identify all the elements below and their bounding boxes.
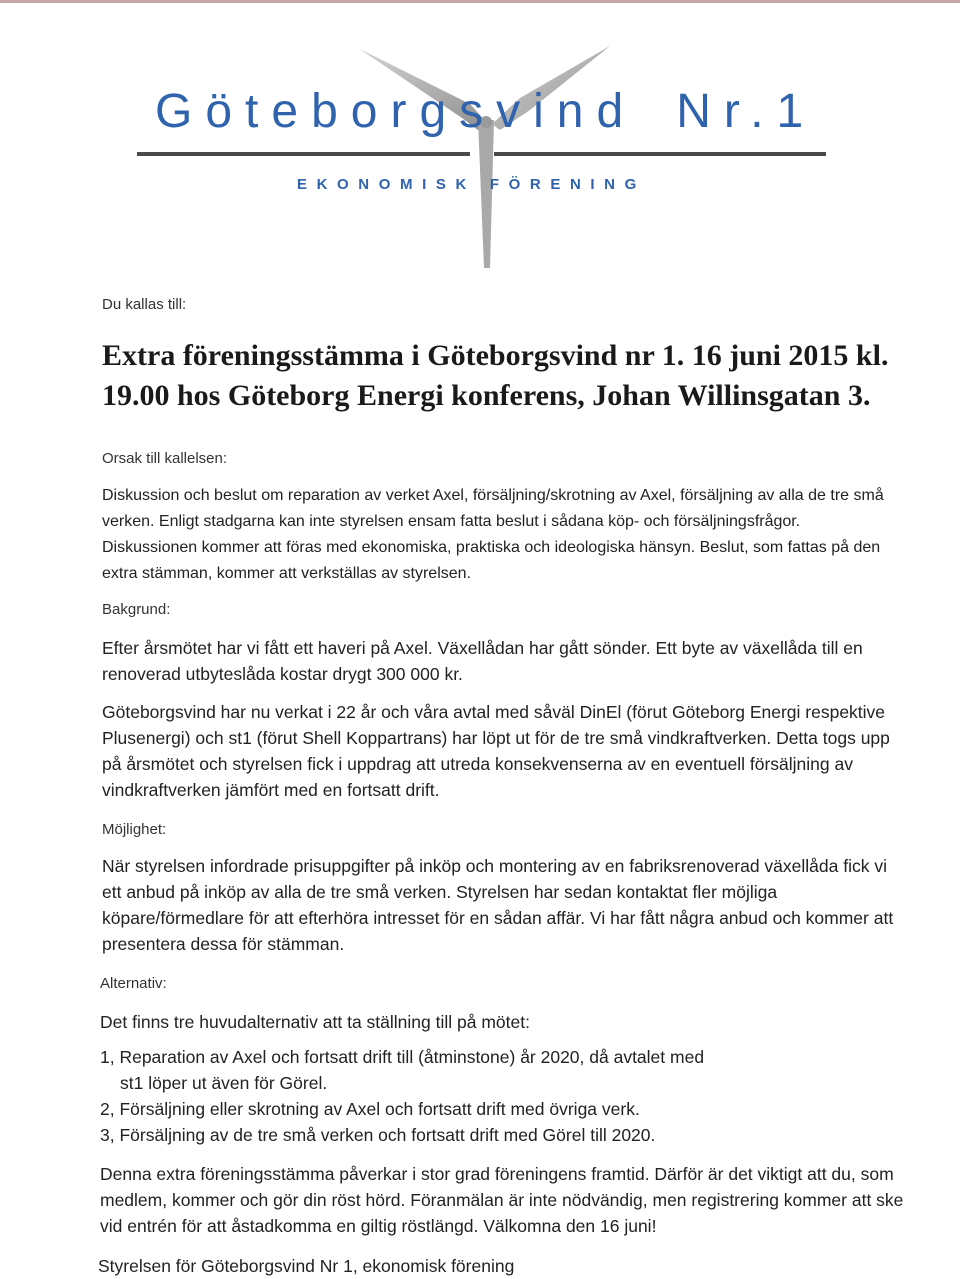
list-item: 1, Reparation av Axel och fortsatt drift till (åtminstone) år 2020, då avtalet med (100, 1047, 705, 1067)
list-item-continuation: st1 löper ut även för Görel. (120, 1073, 328, 1093)
title-name: Göteborgsvind (155, 85, 637, 138)
background-paragraph-2: Göteborgsvind har nu verkat i 22 år och våra avtal med såväl DinEl (förut Göteborg Energi respektive Plusenergi) och st1 (förut Shell Koppartrans) har löpt ut för de tre små vindkraftverken. Detta togs upp på årsmötet och styrelsen fick i uppdrag att utreda konsekvenserna av en eventuell försäljning av vindkraftverken jämfört med en fortsatt drift. (102, 702, 890, 800)
subtitle-word-a: EKONOMISK (297, 176, 476, 193)
letterhead-title (155, 84, 816, 140)
list-item: 3, Försäljning av de tre små verken och fortsatt drift med Görel till 2020. (100, 1125, 656, 1145)
background-label: Bakgrund: (102, 601, 171, 618)
letterhead (0, 0, 960, 290)
meeting-headline: Extra föreningsstämma i Göteborgsvind nr 1. 16 juni 2015 kl. 19.00 hos Göteborg Energi konferens, Johan Willinsgatan 3. (102, 339, 889, 412)
alternatives-label: Alternativ: (100, 975, 167, 992)
closing-paragraph: Denna extra föreningsstämma påverkar i stor grad föreningens framtid. Därför är det viktigt att du, som medlem, kommer och gör din röst hörd. Föranmälan är inte nödvändig, men registrering kommer att ske vid entrén för att åstadkomma en giltig röstlängd. Välkomna den 16 juni! (100, 1164, 904, 1236)
alternatives-list (100, 1044, 900, 1148)
letterhead-subtitle (297, 176, 646, 193)
letterhead-rule-right (494, 152, 826, 156)
signature: Styrelsen för Göteborgsvind Nr 1, ekonomisk förening (98, 1256, 515, 1276)
list-item: 2, Försäljning eller skrotning av Axel och fortsatt drift med övriga verk. (100, 1099, 640, 1119)
reason-paragraph: Diskussion och beslut om reparation av verket Axel, försäljning/skrotning av Axel, försäljning av alla de tre små verken. Enligt stadgarna kan inte styrelsen ensam fatta beslut i sådana köp- och försäljningsfrågor. Diskussionen kommer att föras med ekonomiska, praktiska och ideologiska hänsyn. Beslut, som fattas på den extra stämman, kommer att verkställas av styrelsen. (102, 487, 884, 582)
reason-label: Orsak till kallelsen: (102, 450, 228, 467)
opportunity-label: Möjlighet: (102, 821, 167, 838)
intro-label: Du kallas till: (102, 296, 187, 313)
background-paragraph-1: Efter årsmötet har vi fått ett haveri på Axel. Växellådan har gått sönder. Ett byte av växellåda till en renoverad utbyteslåda kostar drygt 300 000 kr. (102, 638, 863, 684)
subtitle-word-b: FÖRENING (489, 176, 646, 193)
letterhead-rule-left (137, 152, 470, 156)
title-number: Nr.1 (676, 85, 817, 138)
wind-turbine-logo-icon (0, 0, 960, 290)
opportunity-paragraph: När styrelsen infordrade prisuppgifter på inköp och montering av en fabriksrenoverad växellåda fick vi ett anbud på inköp av alla de tre små verken. Styrelsen har sedan kontaktat fler möjliga köpare/förmedlare för att efterhöra intresset för en sådan affär. Vi har fått några anbud och kommer att presentera dessa för stämman. (102, 856, 894, 954)
alternatives-intro: Det finns tre huvudalternativ att ta ställning till på mötet: (100, 1012, 530, 1032)
